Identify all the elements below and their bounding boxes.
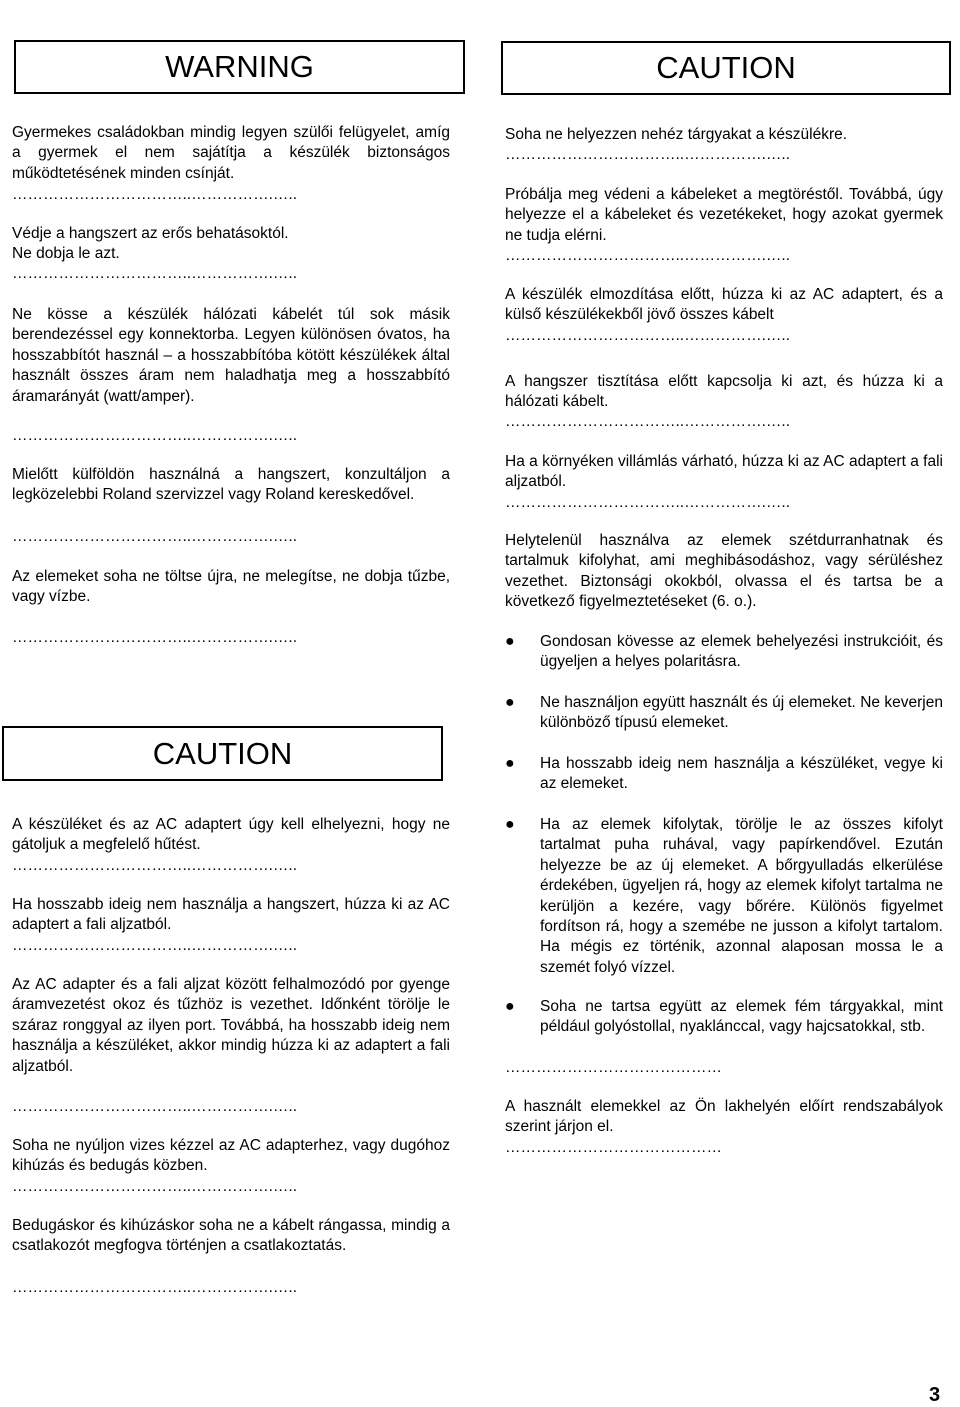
- warning-item-1: Gyermekes családokban mindig legyen szülői felügyelet, amíg a gyermek el nem sajátítja a készülék biztonságos működtetésének minden csínját.: [12, 124, 450, 182]
- separator: ……………………………..…………….…..: [505, 146, 791, 163]
- warning-heading: WARNING: [14, 40, 465, 94]
- separator: ……………………………..…………….…..: [12, 186, 298, 203]
- caution-left-item-5: Bedugáskor és kihúzáskor soha ne a kábelt rángassa, mindig a csatlakozót megfogva történjen a csatlakoztatás.: [12, 1217, 450, 1255]
- caution-heading-left: CAUTION: [2, 726, 443, 781]
- caution-right-item-5: Ha a környéken villámlás várható, húzza ki az AC adaptert a fali aljzatból.: [505, 453, 943, 491]
- separator: ……………………………..…………….…..: [505, 327, 791, 344]
- page-number: 3: [929, 1384, 941, 1406]
- separator: ……………………………..…………….…..: [12, 1098, 298, 1115]
- caution-right-item-3: A készülék elmozdítása előtt, húzza ki az AC adaptert, és a külső készülékekből jövő összes kábelt: [505, 286, 943, 324]
- separator-short: ……………………………………: [505, 1059, 722, 1076]
- warning-item-2: Védje a hangszert az erős behatásoktól.: [12, 225, 289, 242]
- separator-short: ……………………………………: [505, 1139, 722, 1156]
- caution-right-item-1: Soha ne helyezzen nehéz tárgyakat a készülékre.: [505, 126, 848, 143]
- caution-right-item-6: Helytelenül használva az elemek szétdurranhatnak és tartalmuk kifolyhat, ami meghibásodáshoz, vagy sérüléshez vezethet. Biztonsági okokból, olvassa el és tartsa be a következő figyelmeztetéseket (6. o.).: [505, 532, 943, 611]
- caution-left-item-2: Ha hosszabb ideig nem használja a hangszert, húzza ki az AC adaptert a fali aljzatból.: [12, 896, 450, 934]
- caution-right-item-4: A hangszer tisztítása előtt kapcsolja ki azt, és húzza ki a hálózati kábelt.: [505, 373, 943, 411]
- separator: ……………………………..…………….…..: [12, 427, 298, 444]
- caution-right-item-2: Próbálja meg védeni a kábeleket a megtöréstől. Továbbá, úgy helyezze el a kábeleket és vezetékeket, hogy azokat gyermek ne tudja elérni.: [505, 186, 943, 244]
- warning-item-3: Ne dobja le azt.: [12, 245, 120, 262]
- caution-heading-right: CAUTION: [501, 41, 951, 95]
- warning-item-5: Mielőtt külföldön használná a hangszert, konzultáljon a legközelebbi Roland szervizzel vagy Roland kereskedővel.: [12, 466, 450, 504]
- bullet-icon: ●: [505, 633, 515, 650]
- warning-item-4: Ne kösse a készülék hálózati kábelét túl sok másik berendezéssel egy konnektorba. Legyen különösen óvatos, ha hosszabbítót használ – a hosszabbítóba kötött készülékek által használt összes áram nem haladhatja meg a hosszabbító áramarányát (watt/amper).: [12, 306, 450, 405]
- bullet-icon: ●: [505, 755, 515, 772]
- caution-right-final: A használt elemekkel az Ön lakhelyén előírt rendszabályok szerint járjon el.: [505, 1098, 943, 1136]
- separator: ……………………………..…………….…..: [505, 494, 791, 511]
- bullet-icon: ●: [505, 998, 515, 1015]
- separator: ……………………………..…………….…..: [12, 857, 298, 874]
- separator: ……………………………..…………….…..: [12, 1178, 298, 1195]
- separator: ……………………………..…………….…..: [505, 247, 791, 264]
- bullet-icon: ●: [505, 816, 515, 833]
- separator: ……………………………..…………….…..: [12, 528, 298, 545]
- warning-item-6: Az elemeket soha ne töltse újra, ne melegítse, ne dobja tűzbe, vagy vízbe.: [12, 568, 450, 606]
- caution-left-item-4: Soha ne nyúljon vizes kézzel az AC adapterhez, vagy dugóhoz kihúzás és bedugás közben.: [12, 1137, 450, 1175]
- separator: ……………………………..…………….…..: [12, 629, 298, 646]
- caution-left-item-3: Az AC adapter és a fali aljzat között felhalmozódó por gyenge áramvezetést okoz és tűzhöz is vezethet. Időnként törölje le száraz ronggyal az ilyen port. Továbbá, ha hosszabb ideig nem használja a készüléket, akkor mindig húzza ki az adaptert a fali aljzatból.: [12, 976, 450, 1075]
- separator: ……………………………..…………….…..: [12, 1279, 298, 1296]
- bullet-icon: ●: [505, 694, 515, 711]
- separator: ……………………………..…………….…..: [12, 265, 298, 282]
- separator: ……………………………..…………….…..: [505, 413, 791, 430]
- separator: ……………………………..…………….…..: [12, 937, 298, 954]
- caution-left-item-1: A készüléket és az AC adaptert úgy kell elhelyezni, hogy ne gátoljuk a megfelelő hűtést.: [12, 816, 450, 854]
